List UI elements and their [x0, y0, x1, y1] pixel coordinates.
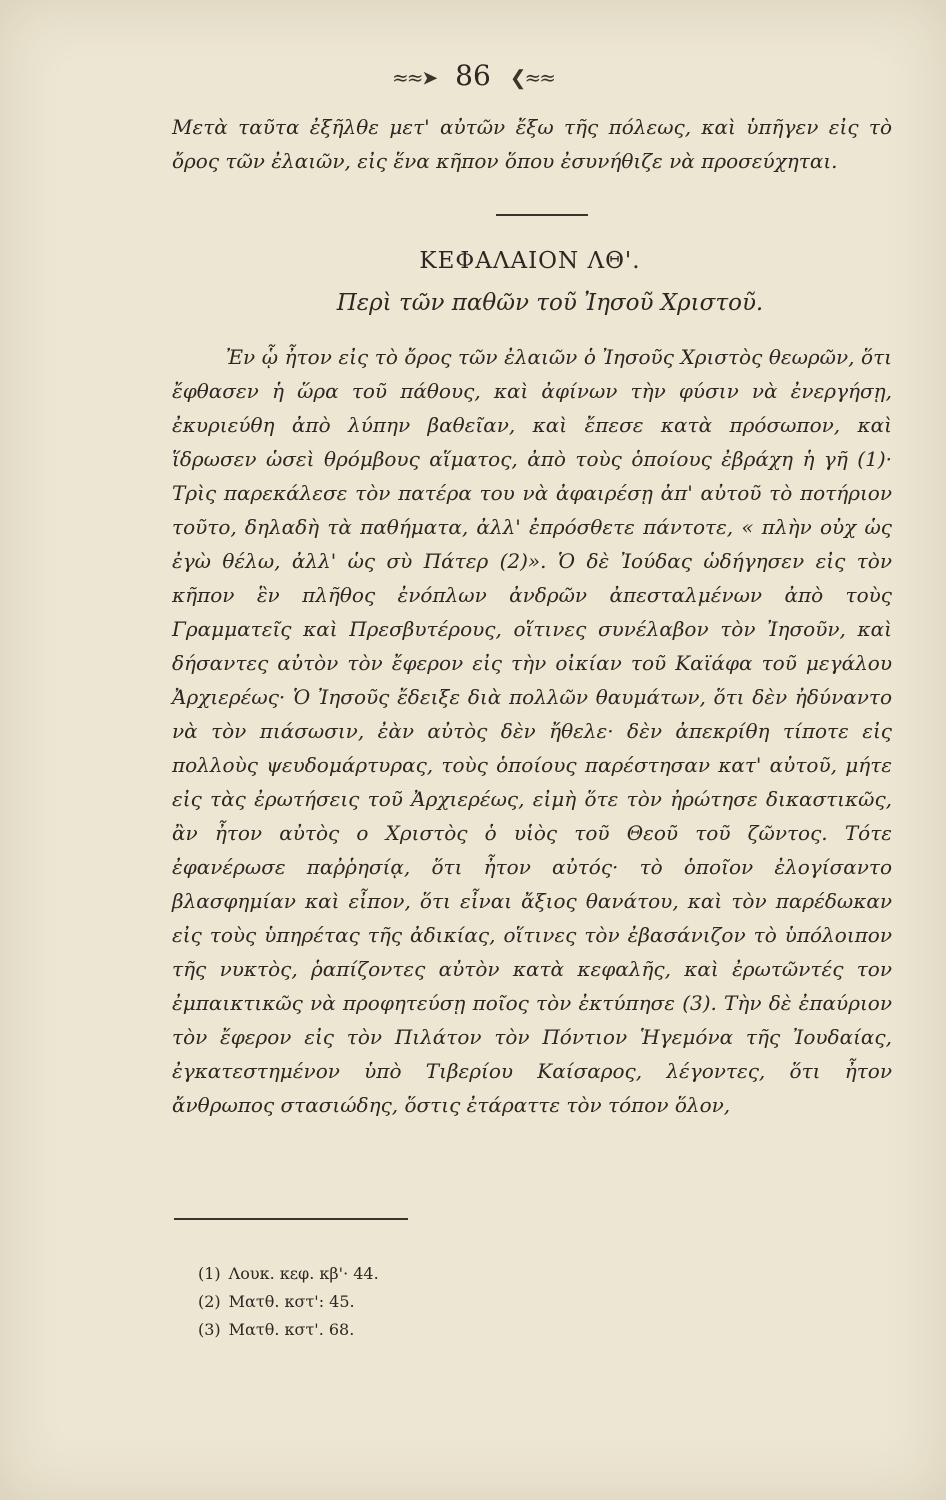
footnote-item [198, 1288, 598, 1316]
section-divider [496, 214, 588, 216]
paragraph-previous-chapter-end: Μετὰ ταῦτα ἐξῆλθε μετ' αὐτῶν ἔξω τῆς πόλεως, καὶ ὑπῆγεν εἰς τὸ ὄρος τῶν ἐλαιῶν, εἰς ἕνα κῆπον ὅπου ἐσυνήθιζε νὰ προσεύχηται. [172, 115, 892, 173]
left-ornament-icon: ≈≈➤ [391, 65, 437, 90]
chapter-heading: ΚΕΦΑΛΑΙΟΝ ΛΘ'. [419, 248, 641, 274]
footnote-divider [174, 1218, 408, 1220]
right-ornament-icon: ❮≈≈ [509, 65, 554, 90]
footnote-marker: (2) [198, 1292, 221, 1311]
footnote-text: Λουκ. κεφ. κβ'· 44. [228, 1264, 379, 1283]
footnote-marker: (3) [198, 1320, 221, 1339]
page-number: 86 [455, 59, 491, 92]
footnote-item [198, 1316, 598, 1344]
footnote-text: Ματθ. κστ': 45. [228, 1292, 355, 1311]
footnote-text: Ματθ. κστ'. 68. [228, 1320, 355, 1339]
page-header [0, 58, 946, 96]
footnote-item [198, 1260, 598, 1288]
chapter-body-paragraph: Ἐν ᾧ ἦτον εἰς τὸ ὄρος τῶν ἐλαιῶν ὁ Ἰησοῦς Χριστὸς θεωρῶν, ὅτι ἔφθασεν ἡ ὥρα τοῦ πάθους, καὶ ἀφίνων τὴν φύσιν νὰ ἐνεργήσῃ, ἐκυριεύθη ἀπὸ λύπην βαθεῖαν, καὶ ἔπεσε κατὰ πρόσωπον, καὶ ἵδρωσεν ὡσεὶ θρόμβους αἵματος, ἀπὸ τοὺς ὁποίους ἐβράχη ἡ γῆ (1)· Τρὶς παρεκάλεσε τὸν πατέρα του νὰ ἀφαιρέσῃ ἀπ' αὐτοῦ τὸ ποτήριον τοῦτο, δηλαδὴ τὰ παθήματα, ἀλλ' ἐπρόσθετε πάντοτε, « πλὴν οὐχ ὡς ἐγὼ θέλω, ἀλλ' ὡς σὺ Πάτερ (2)». Ὁ δὲ Ἰούδας ὡδήγησεν εἰς τὸν κῆπον ἓν πλῆθος ἐνόπλων ἀνδρῶν ἀπεσταλμένων ἀπὸ τοὺς Γραμματεῖς καὶ Πρεσβυτέρους, οἵτινες συνέλαβον τὸν Ἰησοῦν, καὶ δήσαντες αὐτὸν τὸν ἔφερον εἰς τὴν οἰκίαν τοῦ Καϊάφα τοῦ μεγάλου Ἀρχιερέως· Ὁ Ἰησοῦς ἔδειξε διὰ πολλῶν θαυμάτων, ὅτι δὲν ἠδύναντο νὰ τὸν πιάσωσιν, ἐὰν αὐτὸς δὲν ἤθελε· δὲν ἀπεκρίθη τίποτε εἰς πολλοὺς ψευδομάρτυρας, τοὺς ὁποίους παρέστησαν κατ' αὐτοῦ, μήτε εἰς τὰς ἐρωτήσεις τοῦ Ἀρχιερέως, εἰμὴ ὅτε τὸν ἠρώτησε δικαστικῶς, ἂν ἦτον αὐτὸς ο Χριστὸς ὁ υἱὸς τοῦ Θεοῦ τοῦ ζῶντος. Τότε ἐφανέρωσε παῤῥησίᾳ, ὅτι ἦτον αὐτός· τὸ ὁποῖον ἐλογίσαντο βλασφημίαν καὶ εἶπον, ὅτι εἶναι ἄξιος θανάτου, καὶ τὸν παρέδωκαν εἰς τοὺς ὑπηρέτας τῆς ἀδικίας, οἵτινες τὸν ἐβασάνιζον τὸ ὑπόλοιπον τῆς νυκτὸς, ῥαπίζοντες αὐτὸν κατὰ κεφαλῆς, καὶ ἐρωτῶντές τον ἐμπαικτικῶς νὰ προφητεύσῃ ποῖος τὸν ἐκτύπησε (3). Τὴν δὲ ἐπαύριον τὸν ἔφερον εἰς τὸν Πιλάτον τὸν Πόντιον Ἡγεμόνα τῆς Ἰουδαίας, ἐγκατεστημένον ὑπὸ Τιβερίου Καίσαρος, λέγοντες, ὅτι ἦτον ἄνθρωπος στασιώδης, ὅστις ἐτάραττε τὸν τόπον ὅλον, [172, 345, 892, 1117]
chapter-subtitle: Περὶ τῶν παθῶν τοῦ Ἰησοῦ Χριστοῦ. [336, 290, 764, 316]
footnotes [198, 1260, 598, 1344]
footnote-marker: (1) [198, 1264, 221, 1283]
